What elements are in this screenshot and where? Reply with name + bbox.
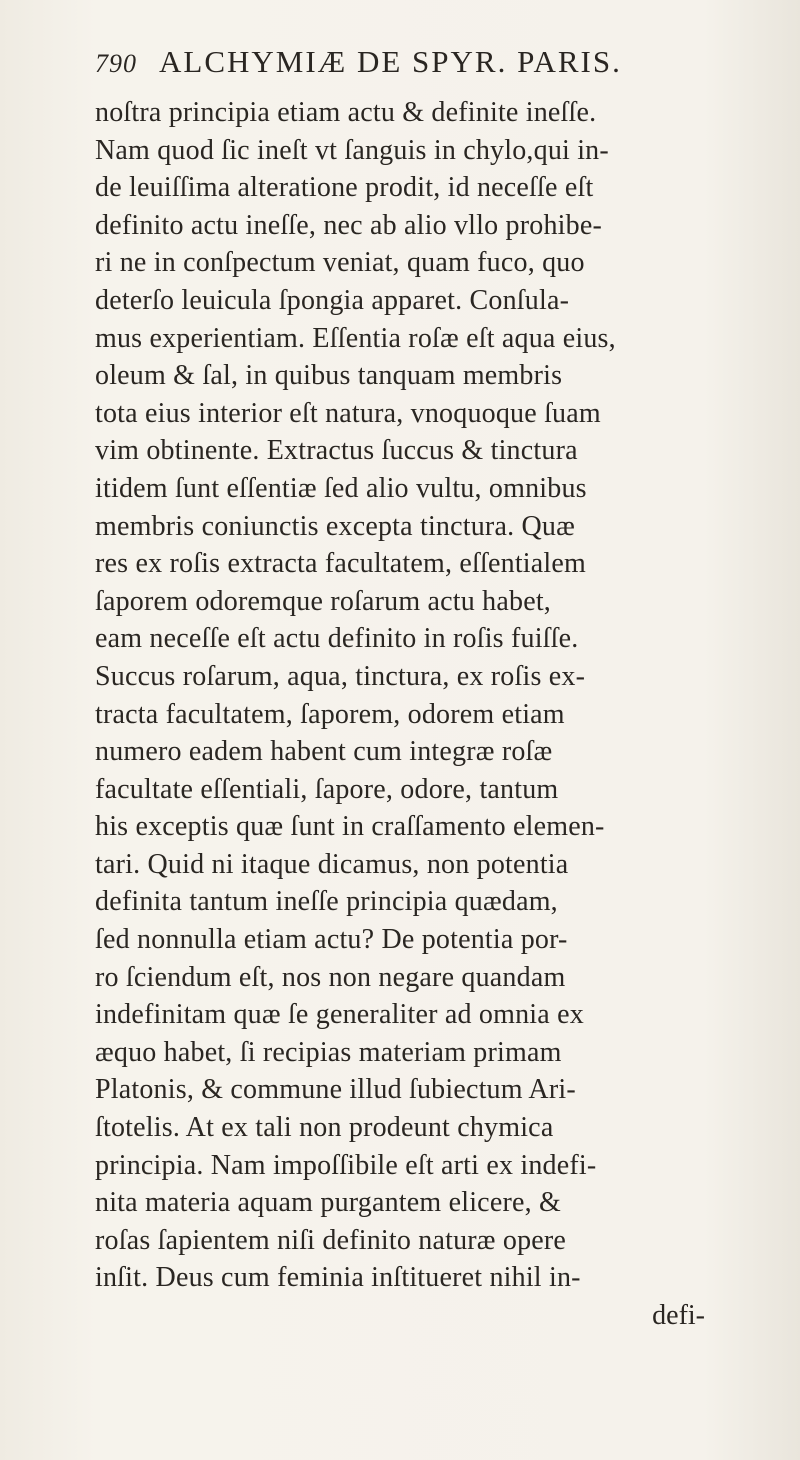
text-line: principia. Nam impoſſibile eſt arti ex indefi- <box>95 1149 597 1181</box>
text-line: inſit. Deus cum feminia inſtitueret nihil in- <box>95 1262 581 1294</box>
text-line: ſtotelis. At ex tali non prodeunt chymica <box>95 1112 554 1144</box>
catchword: defi- <box>652 1300 705 1331</box>
text-line: definito actu ineſſe, nec ab alio vllo prohibe- <box>95 209 603 241</box>
text-line: de leuiſſima alteratione prodit, id neceſſe eſt <box>95 172 594 204</box>
text-line: roſas ſapientem niſi definito naturæ opere <box>95 1224 567 1256</box>
body-text <box>95 94 760 1297</box>
text-line: tracta facultatem, ſaporem, odorem etiam <box>95 698 565 730</box>
text-line: itidem ſunt eſſentiæ ſed alio vultu, omnibus <box>95 472 587 504</box>
text-line: mus experientiam. Eſſentia roſæ eſt aqua eius, <box>95 322 616 354</box>
text-line: his exceptis quæ ſunt in craſſamento elemen- <box>95 811 605 843</box>
text-line: ro ſciendum eſt, nos non negare quandam <box>95 961 566 993</box>
text-line: tota eius interior eſt natura, vnoquoque ſuam <box>95 397 601 429</box>
text-line: Platonis, & commune illud ſubiectum Ari- <box>95 1074 576 1106</box>
text-line: ſaporem odoremque roſarum actu habet, <box>95 585 552 617</box>
text-line: definita tantum ineſſe principia quædam, <box>95 886 558 918</box>
text-line: Nam quod ſic ineſt vt ſanguis in chylo,qui in- <box>95 134 609 166</box>
running-head <box>95 44 760 94</box>
text-line: ri ne in conſpectum veniat, quam fuco, quo <box>95 247 585 279</box>
text-line: indefinitam quæ ſe generaliter ad omnia ex <box>95 999 584 1031</box>
text-line: eam neceſſe eſt actu definito in roſis fuiſſe. <box>95 623 579 655</box>
text-line: tari. Quid ni itaque dicamus, non potentia <box>95 848 569 880</box>
page-number: 790 <box>95 49 137 78</box>
text-line: noſtra principia etiam actu & definite ineſſe. <box>95 97 597 128</box>
text-line: æquo habet, ſi recipias materiam primam <box>95 1036 562 1068</box>
text-line: nita materia aquam purgantem elicere, & <box>95 1187 561 1219</box>
text-line: deterſo leuicula ſpongia apparet. Conſula- <box>95 284 570 316</box>
text-line: Succus roſarum, aqua, tinctura, ex roſis ex- <box>95 660 586 692</box>
text-line: vim obtinente. Extractus ſuccus & tinctura <box>95 435 578 467</box>
text-line: facultate eſſentiali, ſapore, odore, tantum <box>95 773 559 805</box>
running-title: ALCHYMIÆ DE SPYR. PARIS. <box>159 44 622 79</box>
text-line: oleum & ſal, in quibus tanquam membris <box>95 360 563 392</box>
text-line: ſed nonnulla etiam actu? De potentia por- <box>95 924 568 956</box>
text-line: res ex roſis extracta facultatem, eſſentialem <box>95 548 586 580</box>
text-line: membris coniunctis excepta tinctura. Quæ <box>95 510 575 542</box>
text-line: numero eadem habent cum integræ roſæ <box>95 736 553 768</box>
